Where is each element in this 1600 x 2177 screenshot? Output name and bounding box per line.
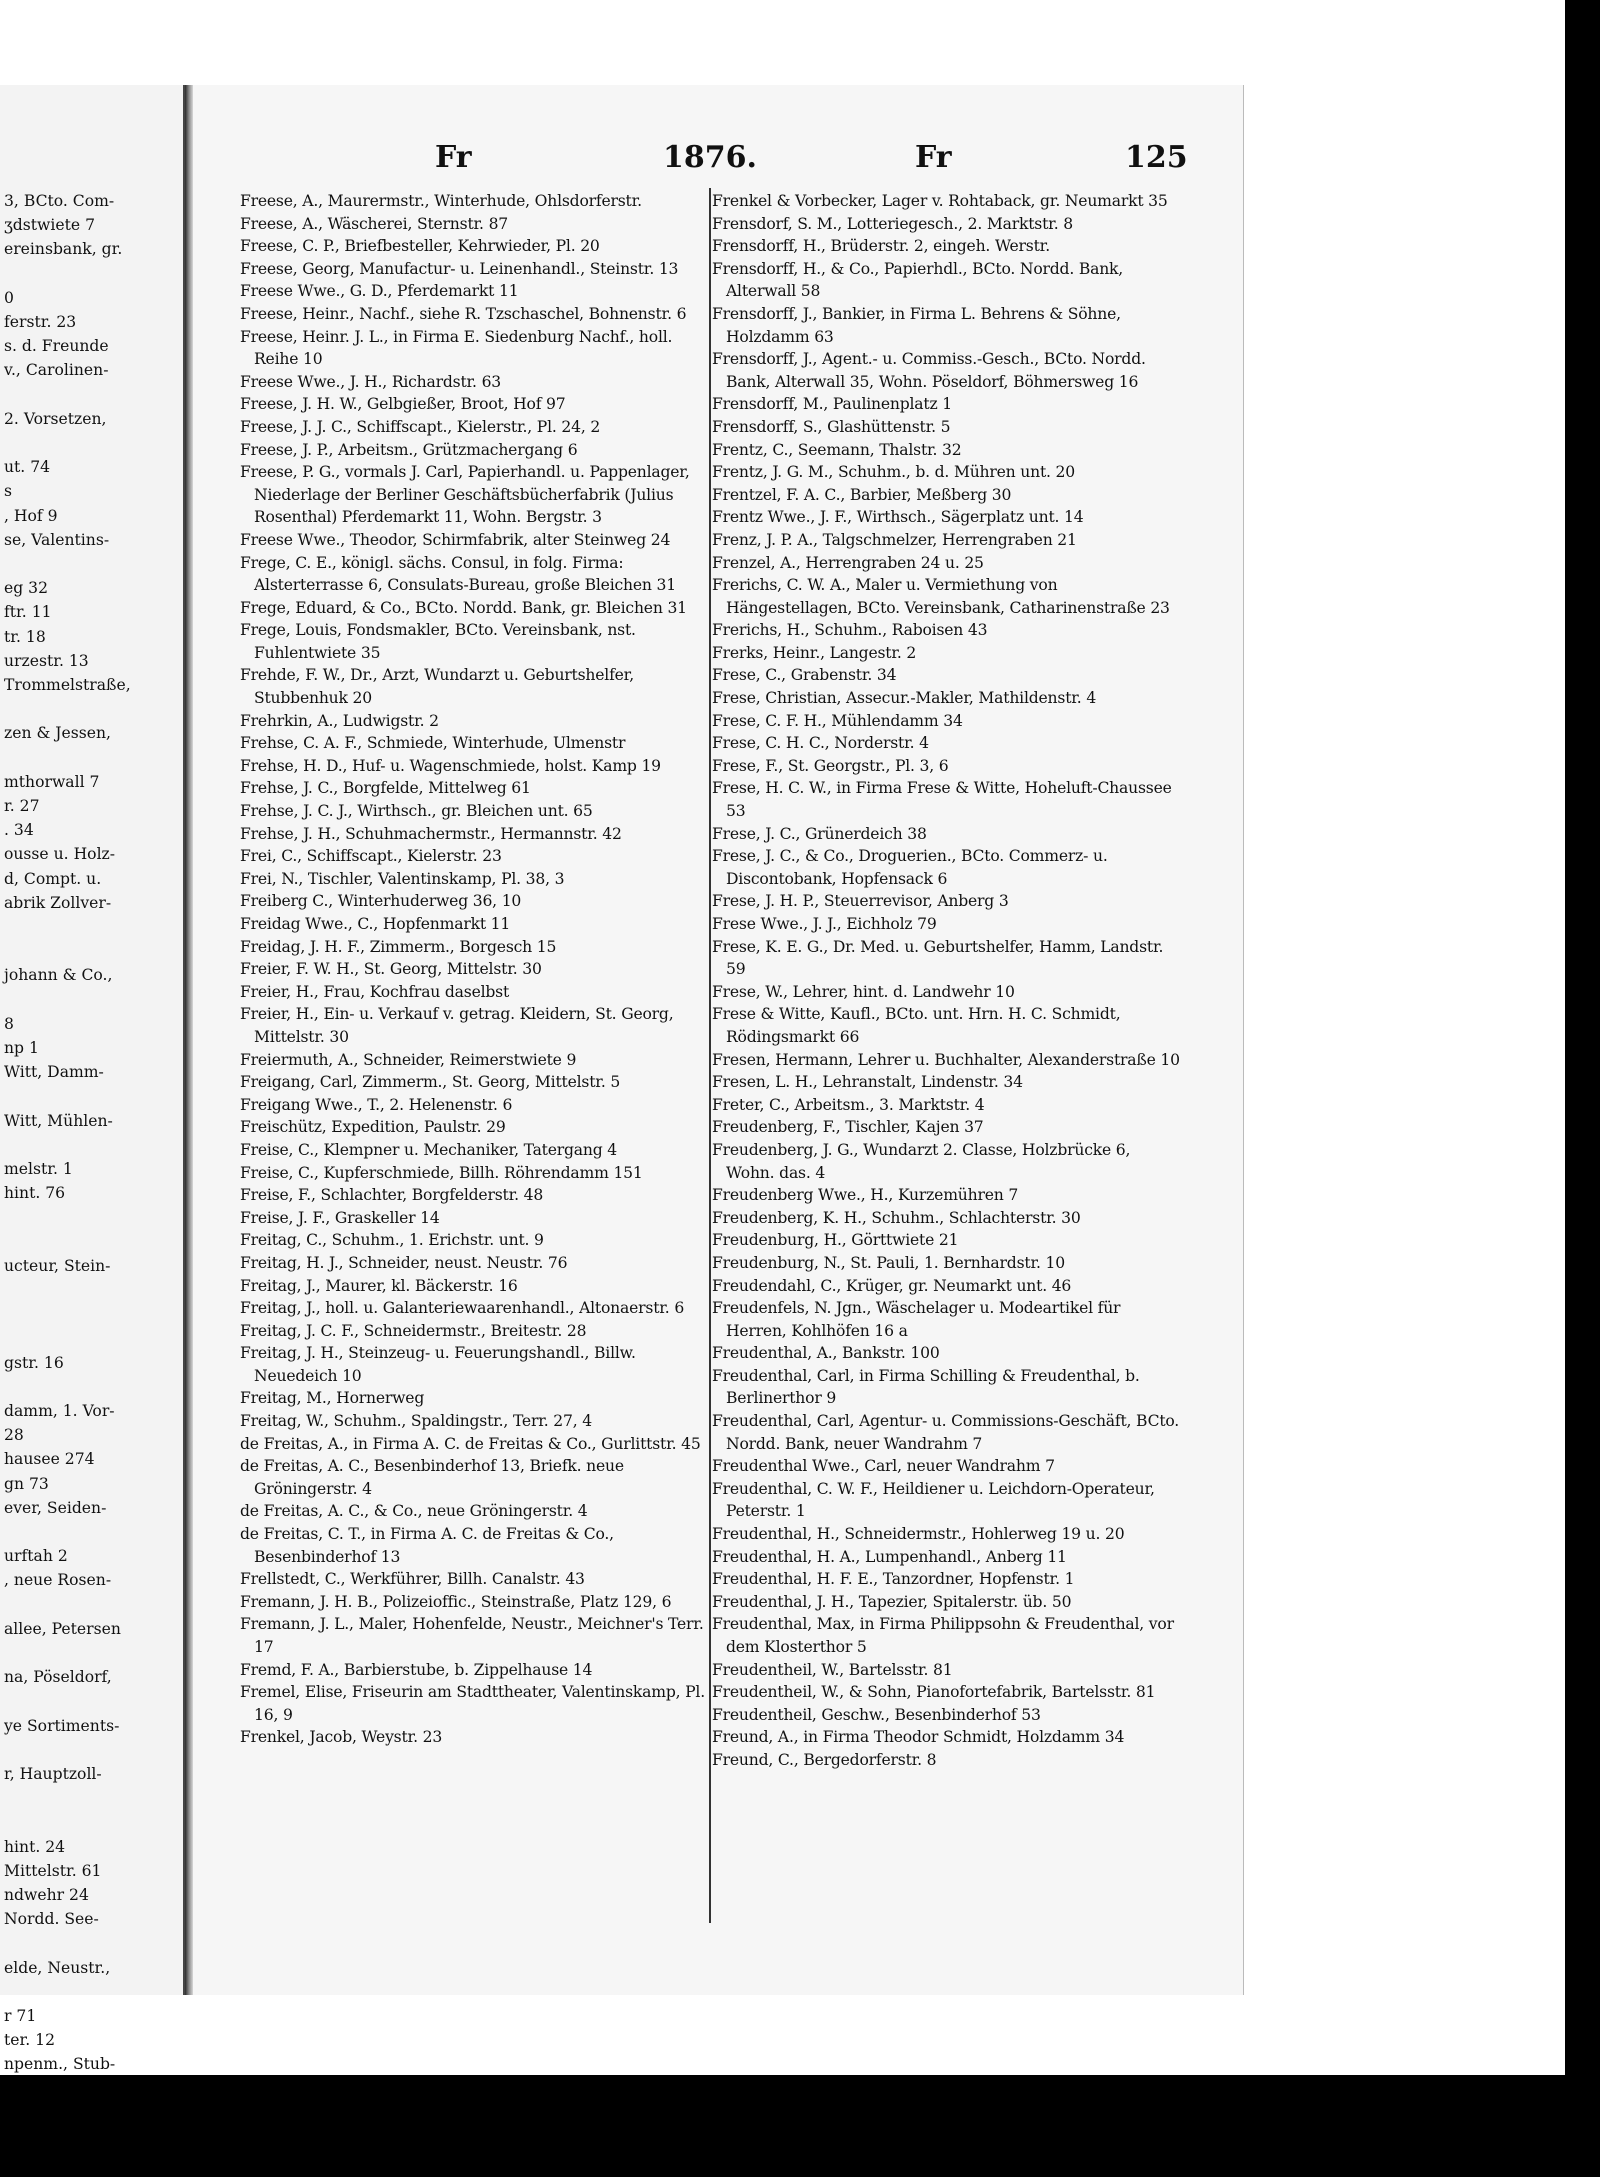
directory-entry: Freitag, J. H., Steinzeug- u. Feuerungshandl., Billw. Neuedeich 10 (240, 1344, 636, 1385)
left-page-fragment: 28 (4, 1426, 24, 1445)
directory-entry: Frehse, J. H., Schuhmachermstr., Hermannstr. 42 (240, 824, 622, 843)
directory-entry: Frerichs, C. W. A., Maler u. Vermiethung von Hängestellagen, BCto. Vereinsbank, Catharinenstraße 23 (712, 576, 1170, 617)
directory-entry: Freigang, Carl, Zimmerm., St. Georg, Mittelstr. 5 (240, 1073, 621, 1092)
directory-entry: Freier, F. W. H., St. Georg, Mittelstr. 30 (240, 960, 542, 979)
directory-entry: Fresen, L. H., Lehranstalt, Lindenstr. 34 (712, 1073, 1023, 1092)
directory-entry: Freudenfels, N. Jgn., Wäschelager u. Modeartikel für Herren, Kohlhöfen 16 a (712, 1299, 1121, 1340)
directory-entry: Freudenberg Wwe., H., Kurzemühren 7 (712, 1186, 1019, 1205)
left-page-fragment: , Hof 9 (4, 506, 58, 525)
directory-entry: Freischütz, Expedition, Paulstr. 29 (240, 1118, 506, 1137)
directory-entry: Frese, C., Grabenstr. 34 (712, 666, 897, 685)
directory-entry: Fremann, J. L., Maler, Hohenfelde, Neustr., Meichner's Terr. 17 (240, 1615, 704, 1656)
directory-entry: Frei, N., Tischler, Valentinskamp, Pl. 38, 3 (240, 869, 565, 888)
directory-entry: Freitag, J., Maurer, kl. Bäckerstr. 16 (240, 1276, 518, 1295)
directory-entry: Freudenthal, H., Schneidermstr., Hohlerweg 19 u. 20 (712, 1525, 1125, 1544)
directory-entry: Freise, F., Schlachter, Borgfelderstr. 48 (240, 1186, 544, 1205)
directory-entry: Freudenthal, J. H., Tapezier, Spitalerstr. üb. 50 (712, 1592, 1072, 1611)
directory-entry: Freudenberg, K. H., Schuhm., Schlachterstr. 30 (712, 1208, 1081, 1227)
left-page-fragment: . 34 (4, 821, 34, 840)
left-page-fragment: Trommelstraße, (4, 676, 131, 694)
left-page-fragment: 0 (4, 288, 14, 307)
directory-entry: Fremd, F. A., Barbierstube, b. Zippelhause 14 (240, 1660, 593, 1679)
left-page-fragment: melstr. 1 (4, 1160, 73, 1178)
directory-entry: Freitag, W., Schuhm., Spaldingstr., Terr. 27, 4 (240, 1412, 592, 1431)
directory-entry: Freese, C. P., Briefbesteller, Kehrwieder, Pl. 20 (240, 237, 600, 256)
directory-entry: de Freitas, A. C., Besenbinderhof 13, Briefk. neue Gröningerstr. 4 (240, 1457, 624, 1498)
directory-entry: Freudenthal, Max, in Firma Philippsohn & Freudenthal, vor dem Klosterthor 5 (712, 1615, 1174, 1656)
left-page-fragment: Mittelstr. 61 (4, 1861, 102, 1880)
left-page-fragment: Nordd. See- (4, 1910, 99, 1929)
directory-entry: Frese, C. F. H., Mühlendamm 34 (712, 711, 963, 730)
left-page-fragment: 8 (4, 1014, 14, 1033)
directory-entry: Freigang Wwe., T., 2. Helenenstr. 6 (240, 1095, 513, 1114)
directory-entry: Frensdorf, S. M., Lotteriegesch., 2. Marktstr. 8 (712, 214, 1073, 233)
directory-entry: Freier, H., Frau, Kochfrau daselbst (240, 982, 510, 1001)
left-page-fragment: zen & Jessen, (4, 724, 111, 743)
directory-entry: Freese Wwe., G. D., Pferdemarkt 11 (240, 282, 519, 301)
directory-entry: Frerks, Heinr., Langestr. 2 (712, 643, 917, 662)
directory-entry: Frenkel & Vorbecker, Lager v. Rohtaback, gr. Neumarkt 35 (712, 192, 1168, 210)
left-page-fragment: abrik Zollver- (4, 893, 112, 912)
left-page-fragment: s (4, 482, 13, 501)
directory-entry: Frese Wwe., J. J., Eichholz 79 (712, 915, 937, 933)
directory-entry: Freund, A., in Firma Theodor Schmidt, Holzdamm 34 (712, 1728, 1125, 1747)
header-left-tag: Fr (435, 140, 472, 175)
left-page-fragment: urzestr. 13 (4, 651, 89, 670)
left-page-fragment: damm, 1. Vor- (4, 1402, 115, 1420)
directory-entry: Freese Wwe., Theodor, Schirmfabrik, alter Steinweg 24 (240, 530, 671, 549)
directory-entry: Frensdorff, S., Glashüttenstr. 5 (712, 417, 951, 436)
directory-entry: Frehrkin, A., Ludwigstr. 2 (240, 711, 439, 730)
left-page-fragment: s. d. Freunde (4, 337, 109, 356)
directory-entry: Frentz, C., Seemann, Thalstr. 32 (712, 440, 962, 459)
directory-entry: Frese, W., Lehrer, hint. d. Landwehr 10 (712, 982, 1015, 1001)
directory-entry: Freund, C., Bergedorferstr. 8 (712, 1750, 937, 1769)
header-year: 1876. (663, 140, 757, 175)
directory-entry: Freitag, J. C. F., Schneidermstr., Breitestr. 28 (240, 1321, 587, 1340)
directory-entry: Freter, C., Arbeitsm., 3. Marktstr. 4 (712, 1095, 985, 1114)
directory-entry: Frenz, J. P. A., Talgschmelzer, Herrengraben 21 (712, 530, 1077, 549)
directory-entry: Frese, H. C. W., in Firma Frese & Witte, Hoheluft-Chaussee 53 (712, 779, 1172, 821)
left-page-fragment: gstr. 16 (4, 1353, 64, 1372)
directory-entry: Frege, Eduard, & Co., BCto. Nordd. Bank, gr. Bleichen 31 (240, 598, 687, 617)
left-page-fragment: 2. Vorsetzen, (4, 409, 107, 428)
left-page-fragment: Witt, Damm- (4, 1063, 104, 1082)
header-right-tag: Fr (915, 140, 952, 175)
left-page-fragment: mthorwall 7 (4, 772, 100, 791)
directory-entry: Freudenthal Wwe., Carl, neuer Wandrahm 7 (712, 1457, 1055, 1476)
directory-entry: Freudenberg, F., Tischler, Kajen 37 (712, 1118, 984, 1137)
left-page-fragment: allee, Petersen (4, 1619, 121, 1638)
directory-entry: Freudenburg, N., St. Pauli, 1. Bernhardstr. 10 (712, 1253, 1065, 1272)
directory-entry: Freudentheil, W., Bartelsstr. 81 (712, 1660, 953, 1679)
directory-entry: Frehse, C. A. F., Schmiede, Winterhude, Ulmenstr (240, 734, 626, 753)
directory-entry: Freiberg C., Winterhuderweg 36, 10 (240, 892, 522, 911)
directory-entry: Freudentheil, W., & Sohn, Pianofortefabrik, Bartelsstr. 81 (712, 1683, 1156, 1702)
directory-entry: Freudenberg, J. G., Wundarzt 2. Classe, Holzbrücke 6, Wohn. das. 4 (712, 1140, 1131, 1182)
directory-entry: de Freitas, C. T., in Firma A. C. de Freitas & Co., Besenbinderhof 13 (240, 1525, 614, 1566)
left-page-fragment: urftah 2 (4, 1547, 68, 1566)
directory-entry: Frehse, J. C., Borgfelde, Mittelweg 61 (240, 779, 531, 798)
directory-entry: Frensdorff, H., & Co., Papierhdl., BCto. Nordd. Bank, Alterwall 58 (712, 259, 1124, 301)
left-page-fragment: ereinsbank, gr. (4, 240, 123, 259)
directory-entry: Freier, H., Ein- u. Verkauf v. getrag. Kleidern, St. Georg, Mittelstr. 30 (240, 1005, 674, 1046)
left-page-fragment: ftr. 11 (4, 603, 52, 622)
left-page-fragment: ter. 12 (4, 2031, 55, 2050)
directory-entry: Frentz, J. G. M., Schuhm., b. d. Mühren unt. 20 (712, 463, 1075, 482)
left-page-fragment: se, Valentins- (4, 530, 110, 549)
directory-entry: Freidag Wwe., C., Hopfenmarkt 11 (240, 915, 511, 933)
directory-entry: Frese & Witte, Kaufl., BCto. unt. Hrn. H. C. Schmidt, Rödingsmarkt 66 (712, 1005, 1121, 1046)
directory-entry: Freese, A., Maurermstr., Winterhude, Ohlsdorferstr. (240, 192, 642, 210)
directory-entry: Freudenthal, Carl, in Firma Schilling & Freudenthal, b. Berlinerthor 9 (712, 1366, 1140, 1408)
directory-entry: Frensdorff, H., Brüderstr. 2, eingeh. Werstr. (712, 237, 1050, 256)
directory-entry: Freise, C., Klempner u. Mechaniker, Tatergang 4 (240, 1140, 618, 1159)
left-page-fragment: d, Compt. u. (4, 869, 102, 888)
directory-entry: Frege, C. E., königl. sächs. Consul, in folg. Firma: Alsterterrasse 6, Consulats-Bureau, große Bleichen 31 (240, 553, 676, 595)
left-page-fragment: ousse u. Holz- (4, 845, 116, 864)
page-header (193, 140, 1243, 180)
directory-entry: Freitag, J., holl. u. Galanteriewaarenhandl., Altonaerstr. 6 (240, 1299, 685, 1318)
left-page-fragment: , neue Rosen- (4, 1571, 112, 1590)
left-page-fragment: np 1 (4, 1039, 39, 1057)
left-page-fragment: ucteur, Stein- (4, 1256, 111, 1275)
scan-border-bottom (0, 2075, 1600, 2177)
directory-entry: Frese, C. H. C., Norderstr. 4 (712, 734, 929, 753)
directory-entry: Frentz Wwe., J. F., Wirthsch., Sägerplatz unt. 14 (712, 508, 1084, 527)
scan-border-right (1565, 0, 1600, 2177)
directory-entry: Freitag, H. J., Schneider, neust. Neustr. 76 (240, 1253, 568, 1272)
left-page-fragment: ut. 74 (4, 458, 51, 477)
left-page-fragment: ʒdstwiete 7 (4, 216, 95, 235)
left-page-fragment: gn 73 (4, 1474, 49, 1493)
left-page-fragment: hint. 24 (4, 1837, 66, 1856)
directory-entry: Frehde, F. W., Dr., Arzt, Wundarzt u. Geburtshelfer, Stubbenhuk 20 (240, 666, 634, 708)
directory-entry: de Freitas, A. C., & Co., neue Gröningerstr. 4 (240, 1502, 588, 1521)
directory-entry: Freise, J. F., Graskeller 14 (240, 1208, 440, 1227)
left-page-fragment: ever, Seiden- (4, 1498, 107, 1517)
directory-entry: Frese, K. E. G., Dr. Med. u. Geburtshelfer, Hamm, Landstr. 59 (712, 937, 1164, 979)
directory-entry: Freudenthal, C. W. F., Heildiener u. Leichdorn-Operateur, Peterstr. 1 (712, 1479, 1155, 1521)
directory-entry: Freidag, J. H. F., Zimmerm., Borgesch 15 (240, 937, 557, 956)
directory-entry: Frehse, H. D., Huf- u. Wagenschmiede, holst. Kamp 19 (240, 756, 661, 775)
left-page-fragment: 3, BCto. Com- (4, 192, 115, 210)
left-page-fragment: johann & Co., (4, 966, 113, 985)
left-page-fragment: eg 32 (4, 579, 49, 598)
directory-entry: Frese, Christian, Assecur.-Makler, Mathildenstr. 4 (712, 689, 1097, 708)
directory-entry: Freese, Heinr., Nachf., siehe R. Tzschaschel, Bohnenstr. 6 (240, 304, 687, 323)
left-page-fragment: ndwehr 24 (4, 1886, 89, 1904)
directory-entry: Frentzel, F. A. C., Barbier, Meßberg 30 (712, 485, 1012, 504)
directory-entry: Freese, A., Wäscherei, Sternstr. 87 (240, 214, 509, 233)
directory-entry: Fremann, J. H. B., Polizeioffic., Steinstraße, Platz 129, 6 (240, 1592, 672, 1611)
left-page-fragment: npenm., Stub- (4, 2055, 116, 2074)
book-gutter (185, 85, 193, 1995)
directory-entry: Freese, Heinr. J. L., in Firma E. Siedenburg Nachf., holl. Reihe 10 (240, 327, 673, 369)
directory-entry: Frese, F., St. Georgstr., Pl. 3, 6 (712, 756, 949, 775)
directory-entry: Freese, J. J. C., Schiffscapt., Kielerstr., Pl. 24, 2 (240, 417, 601, 436)
left-page-fragment: r 71 (4, 2007, 37, 2025)
directory-entry: Frese, J. C., & Co., Droguerien., BCto. Commerz- u. Discontobank, Hopfensack 6 (712, 847, 1108, 888)
directory-entry: Freudenthal, Carl, Agentur- u. Commissions-Geschäft, BCto. Nordd. Bank, neuer Wandrahm 7 (712, 1412, 1180, 1453)
directory-entry: Freese, Georg, Manufactur- u. Leinenhandl., Steinstr. 13 (240, 259, 679, 278)
left-page-fragment: hint. 76 (4, 1184, 66, 1203)
directory-entry: Freudentheil, Geschw., Besenbinderhof 53 (712, 1705, 1041, 1724)
left-page-fragment: v., Carolinen- (4, 361, 109, 380)
directory-entry: Freudenthal, H. A., Lumpenhandl., Anberg 11 (712, 1547, 1067, 1566)
left-page-fragment: na, Pöseldorf, (4, 1668, 112, 1687)
directory-entry: Freise, C., Kupferschmiede, Billh. Röhrendamm 151 (240, 1163, 643, 1182)
directory-entry: Frenkel, Jacob, Weystr. 23 (240, 1728, 443, 1747)
directory-entry: Freiermuth, A., Schneider, Reimerstwiete 9 (240, 1050, 577, 1069)
directory-entry: Freudendahl, C., Krüger, gr. Neumarkt unt. 46 (712, 1276, 1072, 1295)
directory-entry: Frensdorff, M., Paulinenplatz 1 (712, 395, 952, 414)
directory-entry: Freese, J. H. W., Gelbgießer, Broot, Hof 97 (240, 395, 566, 414)
directory-entry: Freudenthal, H. F. E., Tanzordner, Hopfenstr. 1 (712, 1570, 1075, 1589)
directory-entry: Freudenthal, A., Bankstr. 100 (712, 1344, 940, 1363)
directory-entry: Freese Wwe., J. H., Richardstr. 63 (240, 372, 502, 391)
page-number: 125 (1125, 140, 1188, 175)
directory-entry: Frellstedt, C., Werkführer, Billh. Canalstr. 43 (240, 1570, 585, 1589)
directory-entry: Freitag, M., Hornerweg (240, 1389, 425, 1408)
directory-entry: Frensdorff, J., Bankier, in Firma L. Behrens & Söhne, Holzdamm 63 (712, 304, 1121, 346)
left-page-fragment: r. 27 (4, 797, 40, 815)
left-page-fragment: r, Hauptzoll- (4, 1765, 102, 1783)
left-page-fragment: elde, Neustr., (4, 1958, 111, 1977)
directory-entry: Frehse, J. C. J., Wirthsch., gr. Bleichen unt. 65 (240, 802, 593, 821)
directory-entry: Frerichs, H., Schuhm., Raboisen 43 (712, 621, 988, 640)
directory-column-right (712, 190, 1182, 1772)
directory-entry: Frese, J. H. P., Steuerrevisor, Anberg 3 (712, 892, 1009, 911)
left-page-fragment: Witt, Mühlen- (4, 1111, 113, 1130)
directory-entry: Fremel, Elise, Friseurin am Stadttheater, Valentinskamp, Pl. 16, 9 (240, 1683, 705, 1724)
left-page-fragment: hausee 274 (4, 1450, 95, 1469)
left-page-fragment: ye Sortiments- (4, 1716, 120, 1735)
directory-entry: Freitag, C., Schuhm., 1. Erichstr. unt. 9 (240, 1231, 544, 1250)
directory-entry: Frensdorff, J., Agent.- u. Commiss.-Gesch., BCto. Nordd. Bank, Alterwall 35, Wohn. Pöseldorf, Böhmersweg 16 (712, 350, 1146, 391)
directory-column-left (240, 190, 710, 1749)
left-page-fragment: ferstr. 23 (4, 313, 77, 331)
directory-entry: de Freitas, A., in Firma A. C. de Freitas & Co., Gurlittstr. 45 (240, 1434, 701, 1453)
directory-entry: Fresen, Hermann, Lehrer u. Buchhalter, Alexanderstraße 10 (712, 1050, 1180, 1069)
directory-entry: Freese, P. G., vormals J. Carl, Papierhandl. u. Pappenlager, Niederlage der Berliner Geschäftsbücherfabrik (Julius Rosenthal) Pferdemarkt 11, Wohn. Bergstr. 3 (240, 463, 690, 527)
directory-entry: Freese, J. P., Arbeitsm., Grützmachergang 6 (240, 440, 578, 459)
directory-entry: Frege, Louis, Fondsmakler, BCto. Vereinsbank, nst. Fuhlentwiete 35 (240, 621, 636, 662)
directory-entry: Frenzel, A., Herrengraben 24 u. 25 (712, 553, 984, 572)
directory-entry: Frei, C., Schiffscapt., Kielerstr. 23 (240, 847, 502, 866)
directory-entry: Frese, J. C., Grünerdeich 38 (712, 824, 927, 843)
left-page (0, 85, 185, 2074)
directory-entry: Freudenburg, H., Görttwiete 21 (712, 1231, 959, 1250)
left-page-fragment: tr. 18 (4, 627, 46, 646)
